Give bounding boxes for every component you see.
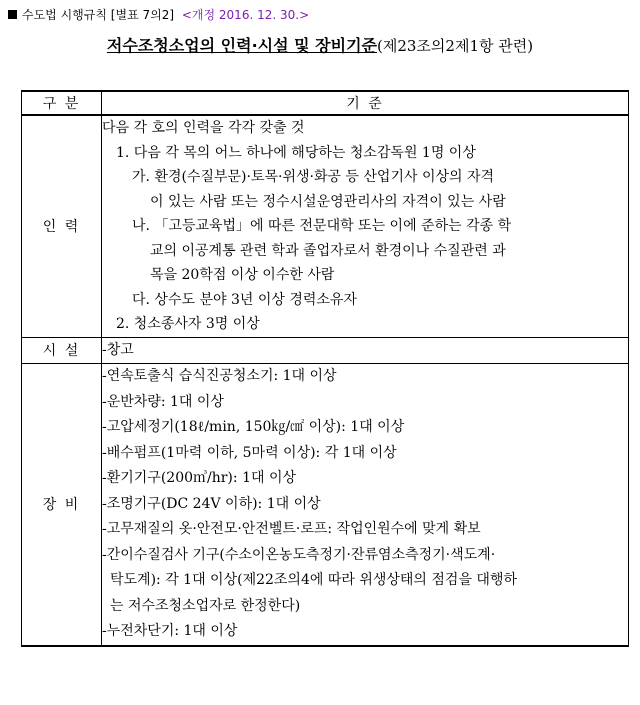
personnel-line: 다음 각 호의 인력을 각각 갖출 것 (102, 120, 305, 136)
title-sub: (제23조의2제1항 관련) (377, 37, 534, 55)
header-line (8, 6, 309, 23)
standards-table (21, 90, 629, 647)
law-name: 수도법 시행규칙 (22, 8, 107, 22)
personnel-line: 나. 「고등교육법」에 따른 전문대학 또는 이에 준하는 각종 학 (132, 218, 512, 234)
page-title (0, 33, 640, 56)
table-row-facility (22, 337, 629, 364)
equipment-line: -누전차단기: 1대 이상 (102, 623, 238, 639)
personnel-line: 다. 상수도 분야 3년 이상 경력소유자 (132, 291, 357, 308)
personnel-line: 목을 20학점 이상 이수한 사람 (150, 267, 335, 283)
table-row-equipment (22, 364, 629, 646)
category-facility: 시 설 (22, 337, 102, 364)
equipment-line: -운반차량: 1대 이상 (102, 393, 224, 410)
equipment-line: 는 저수조청소업자로 한정한다) (110, 597, 301, 614)
personnel-line: 2. 청소종사자 3명 이상 (116, 316, 260, 332)
title-main: 저수조청소업의 인력·시설 및 장비기준 (106, 36, 377, 55)
equipment-line: -간이수질검사 기구(수소이온농도측정기·잔류염소측정기·색도계· (102, 546, 496, 563)
personnel-line: 교의 이공계통 관련 학과 졸업자로서 환경이나 수질관련 과 (150, 242, 506, 259)
equipment-line: -조명기구(DC 24V 이하): 1대 이상 (102, 495, 321, 512)
appendix-number: [별표 7의2] (110, 8, 175, 22)
equipment-line: -고압세정기(18ℓ/min, 150㎏/㎠ 이상): 1대 이상 (102, 419, 405, 435)
bullet-square-icon (8, 10, 17, 19)
equipment-line: -환기기구(200㎥/hr): 1대 이상 (102, 470, 296, 486)
table-row-personnel (22, 115, 629, 337)
personnel-line: 1. 다음 각 목의 어느 하나에 해당하는 청소감독원 1명 이상 (116, 144, 476, 161)
header-standard: 기 준 (102, 91, 629, 115)
amendment-link[interactable]: <개정 2016. 12. 30.> (181, 8, 310, 22)
equipment-line: -연속토출식 습식진공청소기: 1대 이상 (102, 368, 337, 384)
equipment-line: -배수펌프(1마력 이하, 5마력 이상): 각 1대 이상 (102, 444, 397, 461)
equipment-line: -고무재질의 옷·안전모·안전벨트·로프: 작업인원수에 맞게 확보 (102, 521, 481, 537)
personnel-line: 가. 환경(수질부문)·토목·위생·화공 등 산업기사 이상의 자격 (132, 169, 495, 185)
facility-line: -창고 (102, 341, 134, 358)
personnel-line: 이 있는 사람 또는 정수시설운영관리사의 자격이 있는 사람 (150, 193, 506, 210)
equipment-content (102, 364, 629, 646)
category-personnel: 인 력 (22, 115, 102, 337)
personnel-content (102, 115, 629, 337)
facility-content (102, 337, 629, 364)
table-header-row (22, 91, 629, 115)
category-equipment: 장 비 (22, 364, 102, 646)
header-category: 구 분 (22, 91, 102, 115)
equipment-line: 탁도계): 각 1대 이상(제22조의4에 따라 위생상태의 점검을 대행하 (110, 572, 517, 588)
